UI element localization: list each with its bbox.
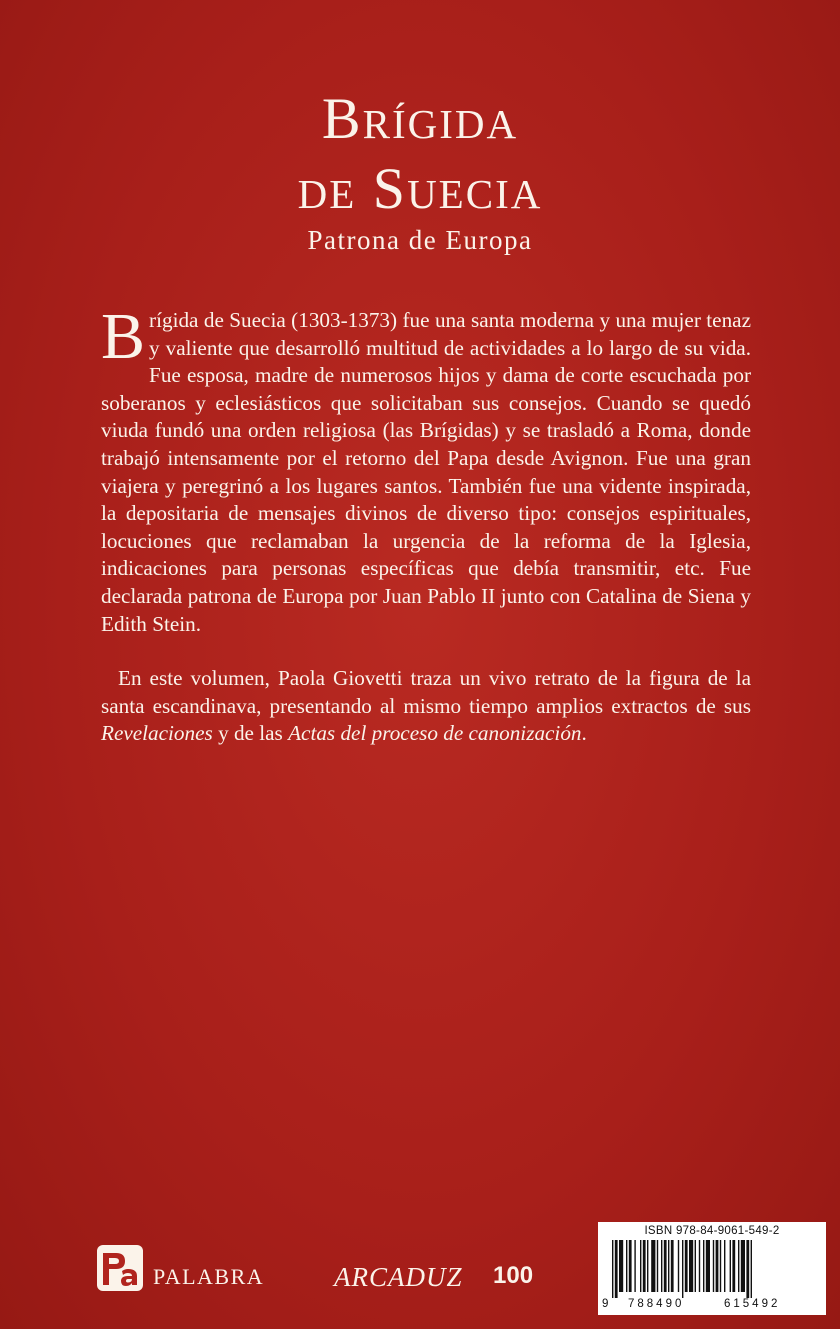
blurb-paragraph-1: [101, 300, 751, 638]
book-title-line1: Brígida: [321, 86, 519, 151]
barcode-bar: [612, 1240, 613, 1298]
blurb-p2-italic-revelaciones: Revelaciones: [101, 721, 213, 746]
barcode-bar: [699, 1240, 700, 1292]
barcode-bar: [751, 1240, 752, 1298]
barcode-bar: [661, 1240, 662, 1292]
barcode-digit-first: 9: [602, 1298, 609, 1310]
barcode-digits-left: 788490: [628, 1298, 685, 1310]
drop-cap: B: [101, 300, 146, 373]
publisher-logo: [97, 1245, 143, 1291]
barcode-bars: [610, 1240, 816, 1298]
barcode-bar: [634, 1240, 635, 1292]
publisher-logo-icon: [97, 1245, 143, 1291]
series-name: ARCADUZ: [334, 1262, 463, 1292]
barcode-bar: [724, 1240, 725, 1292]
book-subtitle: Patrona de Europa: [307, 225, 533, 255]
series-number: 100: [493, 1262, 534, 1289]
barcode-bar: [640, 1240, 641, 1292]
barcode-bar: [615, 1240, 618, 1298]
barcode-bar: [695, 1240, 696, 1292]
barcode-bar: [629, 1240, 632, 1292]
barcode-bar: [689, 1240, 693, 1292]
barcode-bar: [664, 1240, 667, 1292]
barcode-bar: [741, 1240, 745, 1292]
barcode-bar: [706, 1240, 710, 1292]
barcode-bar: [730, 1240, 731, 1292]
barcode-bar: [647, 1240, 648, 1292]
barcode-bar: [619, 1240, 623, 1292]
barcode-bar: [657, 1240, 658, 1292]
isbn-barcode: [598, 1222, 826, 1315]
blurb-text: [101, 300, 751, 748]
barcode-bar: [746, 1240, 749, 1298]
book-title-line2: de Suecia: [297, 156, 543, 221]
isbn-label: ISBN 978-84-9061-549-2: [644, 1225, 780, 1237]
blurb-p2-text-end: .: [581, 721, 587, 746]
blurb-paragraph-1-text: rígida de Suecia (1303-1373) fue una santa moderna y una mujer tenaz y valiente que desarrolló multitud de actividades a lo largo de su vida. Fue esposa, madre de numerosos hijos y dama de corte escuchada por soberanos y eclesiásticos que solicitaban sus consejos. Cuando se quedó viuda fundó una orden religiosa (las Brígidas) y se trasladó a Roma, donde trabajó intensamente por el retorno del Papa desde Avignon. Fue una gran viajera y peregrinó a los lugares santos. También fue una vidente inspirada, la depositaria de mensajes divinos de diverso tipo: consejos espirituales, locuciones que reclamaban la urgencia de la reforma de la Iglesia, indicaciones para personas específicas que debía transmitir, etc. Fue declarada patrona de Europa por Juan Pablo II junto con Catalina de Siena y Edith Stein.: [101, 308, 751, 636]
barcode-bar: [713, 1240, 714, 1292]
barcode-bar: [643, 1240, 646, 1292]
barcode-bar: [738, 1240, 739, 1292]
barcode-bar: [671, 1240, 674, 1292]
blurb-p2-italic-actas: Actas del proceso de canonización: [288, 721, 582, 746]
barcode-bar: [651, 1240, 655, 1292]
blurb-p2-text-b: y de las: [212, 721, 289, 746]
barcode-bar: [668, 1240, 669, 1292]
barcode-bar: [720, 1240, 721, 1292]
publisher-name: PALABRA: [153, 1264, 265, 1289]
barcode-bar: [626, 1240, 627, 1292]
barcode-bar: [716, 1240, 719, 1292]
barcode-bar: [703, 1240, 704, 1292]
barcode-bar: [685, 1240, 688, 1292]
blurb-paragraph-2: [101, 665, 751, 748]
barcode-bar: [682, 1240, 683, 1298]
barcode-bar: [678, 1240, 679, 1292]
blurb-p2-text-a: En este volumen, Paola Giovetti traza un vivo retrato de la figura de la santa escandinava, presentando al mismo tiempo amplios extractos de sus: [101, 666, 751, 718]
barcode-bar: [732, 1240, 735, 1292]
barcode-digits-right: 615492: [724, 1298, 781, 1310]
